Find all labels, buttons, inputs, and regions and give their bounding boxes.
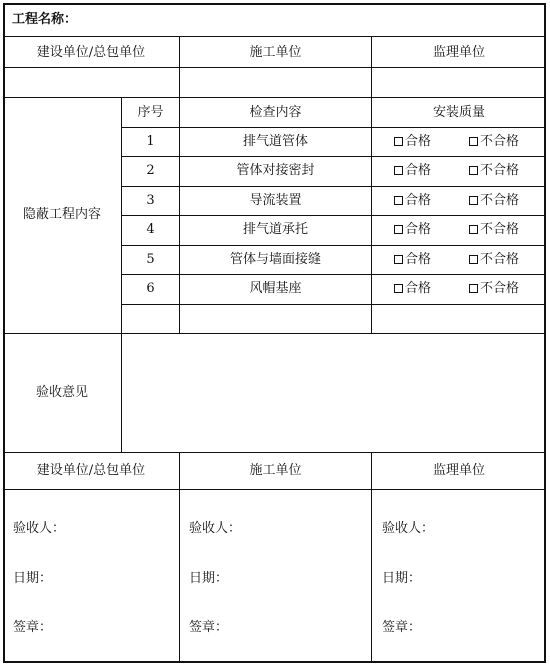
acceptance-opinion-label: 验收意见 <box>35 385 88 400</box>
col-content-header: 检查内容 <box>249 105 302 120</box>
rule-row-6 <box>121 304 546 305</box>
rule-below-parties <box>3 67 546 68</box>
item-content: 管体与墙面接缝 <box>229 252 321 267</box>
fail-checkbox[interactable]: 不合格 <box>469 252 519 268</box>
fail-checkbox[interactable]: 不合格 <box>469 281 519 297</box>
rule-row-2 <box>121 186 546 187</box>
fail-checkbox[interactable]: 不合格 <box>469 193 519 209</box>
item-content: 排气道管体 <box>242 134 308 149</box>
bottom-party-supervisor: 监理单位 <box>432 463 485 478</box>
rule-below-opinion <box>3 452 546 453</box>
rule-below-title <box>3 36 546 37</box>
supervisor-seal-label: 签章： <box>382 620 422 635</box>
checkbox-icon <box>394 255 403 264</box>
item-seq: 4 <box>146 222 155 237</box>
owner-inspector-label: 验收人： <box>13 521 66 536</box>
supervisor-inspector-label: 验收人： <box>382 521 435 536</box>
item-content: 管体对接密封 <box>236 163 315 178</box>
item-content: 排气道承托 <box>242 222 308 237</box>
pass-checkbox[interactable]: 合格 <box>394 193 431 209</box>
rule-below-hidden-works <box>3 333 546 334</box>
rule-v-bottom-1 <box>179 452 180 663</box>
project-name-label: 工程名称： <box>12 12 78 27</box>
rule-v-label-col <box>121 97 122 452</box>
top-party-contractor: 施工单位 <box>249 45 302 60</box>
rule-row-1 <box>121 156 546 157</box>
checkbox-icon <box>469 196 478 205</box>
col-seq-header: 序号 <box>137 105 164 120</box>
rule-row-3 <box>121 215 546 216</box>
bottom-party-owner: 建设单位/总包单位 <box>36 463 146 478</box>
item-seq: 5 <box>146 252 155 267</box>
fail-checkbox[interactable]: 不合格 <box>469 163 519 179</box>
checkbox-icon <box>469 137 478 146</box>
checkbox-icon <box>394 225 403 234</box>
top-party-owner: 建设单位/总包单位 <box>36 45 146 60</box>
contractor-date-label: 日期： <box>189 571 229 586</box>
checkbox-icon <box>394 137 403 146</box>
checkbox-icon <box>469 284 478 293</box>
checkbox-icon <box>469 166 478 175</box>
rule-v-bottom-2 <box>371 452 372 663</box>
item-seq: 6 <box>146 281 155 296</box>
rule-v-content-col <box>371 97 372 333</box>
rule-below-bottom-parties <box>3 489 546 490</box>
pass-checkbox[interactable]: 合格 <box>394 252 431 268</box>
item-seq: 2 <box>146 163 155 178</box>
owner-date-label: 日期： <box>13 571 53 586</box>
item-seq: 1 <box>146 134 155 149</box>
contractor-inspector-label: 验收人： <box>189 521 242 536</box>
checkbox-icon <box>469 225 478 234</box>
rule-below-col-headers <box>121 127 546 128</box>
item-seq: 3 <box>146 193 155 208</box>
contractor-seal-label: 签章： <box>189 620 229 635</box>
rule-row-5 <box>121 274 546 275</box>
rule-below-party-values <box>3 97 546 98</box>
col-quality-header: 安装质量 <box>432 105 485 120</box>
item-content: 导流装置 <box>249 193 302 208</box>
pass-checkbox[interactable]: 合格 <box>394 163 431 179</box>
checkbox-icon <box>394 166 403 175</box>
owner-seal-label: 签章： <box>13 620 53 635</box>
pass-checkbox[interactable]: 合格 <box>394 222 431 238</box>
fail-checkbox[interactable]: 不合格 <box>469 134 519 150</box>
pass-checkbox[interactable]: 合格 <box>394 281 431 297</box>
hidden-works-label: 隐蔽工程内容 <box>22 207 101 222</box>
top-party-supervisor: 监理单位 <box>432 45 485 60</box>
supervisor-date-label: 日期： <box>382 571 422 586</box>
checkbox-icon <box>394 196 403 205</box>
item-content: 风帽基座 <box>249 281 302 296</box>
rule-v-seq-col <box>179 97 180 333</box>
fail-checkbox[interactable]: 不合格 <box>469 222 519 238</box>
checkbox-icon <box>469 255 478 264</box>
checkbox-icon <box>394 284 403 293</box>
pass-checkbox[interactable]: 合格 <box>394 134 431 150</box>
bottom-party-contractor: 施工单位 <box>249 463 302 478</box>
rule-row-4 <box>121 245 546 246</box>
